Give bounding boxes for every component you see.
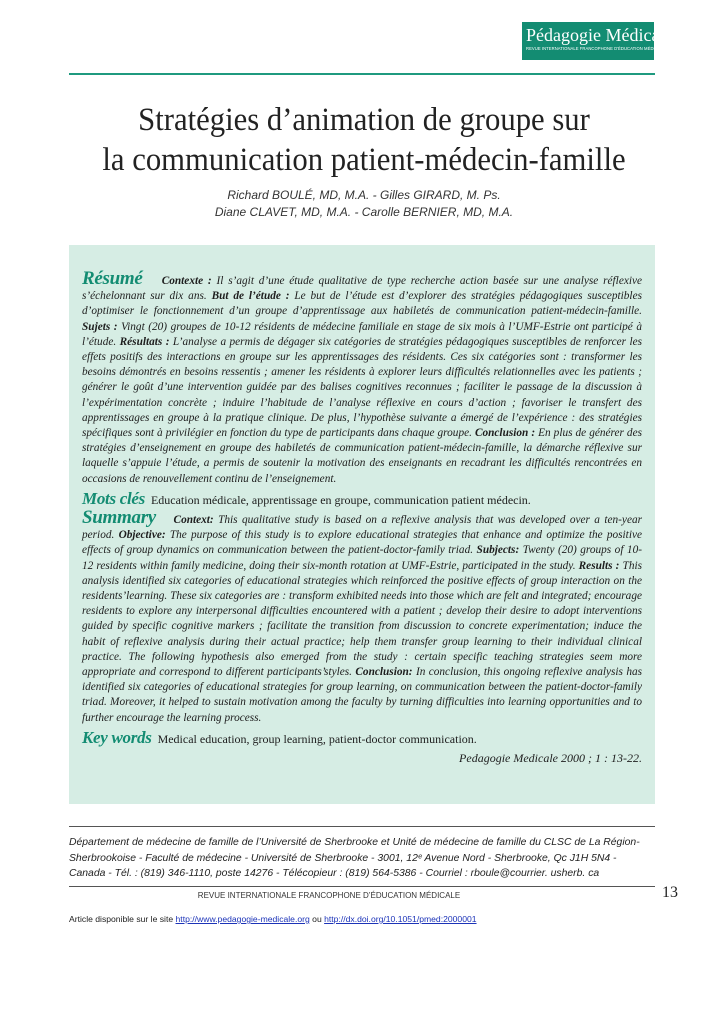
resume-heading: Résumé bbox=[82, 268, 143, 289]
availability-prefix: Article disponible sur le site bbox=[69, 914, 174, 924]
author-list bbox=[60, 187, 668, 221]
objective-text: The purpose of this study is to explore educational strategies that enhance and optimize the positive effects of group dynamics on communication between the patient-doctor-family triad. bbox=[82, 529, 642, 557]
affiliation-line-1: Département de médecine de famille de l’Université de Sherbrooke et Unité de médecine de famille du CLSC de La Région- bbox=[69, 837, 640, 848]
availability-note bbox=[69, 914, 477, 924]
conclusion-text: En plus de générer des stratégies d’enseignement en groupe des habiletés de communication patient-médecin-famille, la démarche réflexive sur laquelle s’appuie l’étude, a permis de soutenir la motivation des enseignants en recadrant les difficultés rencontrées en occasions de renouvellement continu de l’enseignement. bbox=[82, 427, 642, 485]
mots-cles-heading: Mots clés bbox=[82, 488, 145, 508]
but-label: But de l’étude : bbox=[211, 290, 290, 303]
context-text: This qualitative study is based on a reflexive analysis that was developed over a ten-year period. bbox=[82, 514, 642, 542]
resultats-text: L’analyse a permis de dégager six catégories de stratégies pédagogiques susceptibles de renforcer les effets positifs des interactions en groupe sur les apprentissages des résidents. Ces six catégories sont : transformer les besoins démontrés en besoins ressentis ; amener les résidents à explorer leurs difficultés relationnelles avec les patients ; générer le goût d’une intervention guidée par des balises cognitives reconnues ; faciliter le passage de la discussion à l’expérimentation concrète ; induire l’habitude de l’analyse réflexive en cours d’action ; favoriser le transfert des apprentissages en groupe à la pratique clinique. De plus, l’hypothèse suivante a émergé de l’expérience : des stratégies spécifiques sont à privilégier en fonction du type de participants dans chaque groupe. bbox=[82, 335, 643, 440]
page-number: 13 bbox=[662, 884, 678, 901]
article-title bbox=[81, 100, 646, 180]
availability-or: ou bbox=[312, 914, 322, 924]
key-words-text: Medical education, group learning, patient-doctor communication. bbox=[157, 731, 477, 746]
authors-line-1: Richard BOULÉ, MD, M.A. - Gilles GIRARD, M. Ps. bbox=[227, 188, 501, 202]
affiliation bbox=[69, 835, 655, 882]
key-words-paragraph bbox=[82, 727, 642, 747]
subjects-label: Subjects: bbox=[476, 544, 520, 557]
footer-journal-name: REVUE INTERNATIONALE FRANCOPHONE D’ÉDUCATION MÉDICALE bbox=[197, 891, 461, 900]
summary-heading: Summary bbox=[82, 507, 156, 529]
footer-rule bbox=[69, 886, 655, 887]
summary-conclusion-text: In conclusion, this ongoing reflexive analysis has identified six categories of educational strategies for group learning, on communication between the patient-doctor-family triad. Moreover, it helped to sustain motivation among the faculty by turning difficulties into learning opportunities and to further encourage the learning process. bbox=[82, 666, 643, 724]
summary-conclusion-label: Conclusion: bbox=[355, 666, 413, 679]
contexte-text: Il s’agit d’une étude qualitative de type recherche action basée sur une analyse réflexive s’échelonnant sur dix ans. bbox=[82, 275, 643, 303]
mots-cles-text: Education médicale, apprentissage en groupe, communication patient médecin. bbox=[150, 492, 531, 507]
sujets-text: Vingt (20) groupes de 10-12 résidents de médecine familiale en stage de six mois à l’UMF-Estrie ont participé à l’étude. bbox=[82, 320, 642, 348]
resume-paragraph bbox=[82, 268, 643, 487]
title-line-1: Stratégies d’animation de groupe sur bbox=[138, 102, 590, 138]
sujets-label: Sujets : bbox=[82, 320, 118, 333]
summary-paragraph bbox=[82, 507, 643, 726]
key-words-heading: Key words bbox=[82, 727, 152, 747]
contexte-label: Contexte : bbox=[161, 275, 212, 287]
journal-logo bbox=[522, 22, 673, 60]
context-label: Context: bbox=[173, 514, 214, 527]
results-label: Results : bbox=[578, 559, 620, 572]
header-rule bbox=[69, 73, 655, 75]
conclusion-label: Conclusion : bbox=[474, 427, 536, 440]
abstract-box bbox=[69, 245, 655, 804]
title-line-2: la communication patient-médecin-famille bbox=[102, 142, 626, 178]
subjects-text: Twenty (20) groups of 10-12 residents within family medicine, doing their six-month rotation at UMF-Estrie, participated in the study. bbox=[82, 544, 642, 572]
resultats-label: Résultats : bbox=[119, 335, 170, 348]
journal-site-link[interactable]: http://www.pedagogie-medicale.org bbox=[175, 914, 310, 924]
citation: Pedagogie Medicale 2000 ; 1 : 13-22. bbox=[459, 751, 642, 766]
mots-cles-paragraph bbox=[82, 488, 642, 508]
affiliation-line-3: Canada - Tél. : (819) 346-1110, poste 14276 - Télécopieur : (819) 564-5386 - Courriel : rboule@courrier. usherb. ca bbox=[69, 868, 600, 879]
objective-label: Objective: bbox=[118, 529, 166, 542]
logo-subtitle: REVUE INTERNATIONALE FRANCOPHONE D'ÉDUCATION MÉDICALE bbox=[526, 46, 666, 51]
affiliation-line-2: Sherbrookoise - Faculté de médecine - Université de Sherbrooke - 3001, 12ᵉ Avenue Nord - Sherbrooke, Qc J1H 5N4 - bbox=[69, 852, 617, 864]
logo-title: Pédagogie Médicale bbox=[526, 25, 673, 45]
results-text: This analysis identified six categories of educational strategies which reinforced the positive effects of group interaction on the residents’learning. These six categories are : transform exhibited needs into those which are felt and integrated; encourage residents to explore any interpersonal difficulties encountered with a patient ; develop their desire to adopt interventions guided by specific cognitive markers ; facilitate the transition from discussion to concrete experimentation; induce the habit of reflexive analysis during their actual practice; help them transfer group learning to their individual clinical practice. The following hypothesis also emerged from the study : certain specific teaching strategies seem more appropriate and correspond to different participants’styles. bbox=[82, 559, 642, 679]
authors-line-2: Diane CLAVET, MD, M.A. - Carolle BERNIER, MD, M.A. bbox=[214, 205, 514, 219]
affiliation-rule bbox=[69, 826, 655, 827]
but-text: Le but de l’étude est d’explorer des stratégies pédagogiques susceptibles d’optimiser le fonctionnement d’un groupe d’apprentissage aux habiletés de communication patient-médecin-famille. bbox=[82, 290, 642, 318]
doi-link[interactable]: http://dx.doi.org/10.1051/pmed:2000001 bbox=[324, 914, 477, 924]
